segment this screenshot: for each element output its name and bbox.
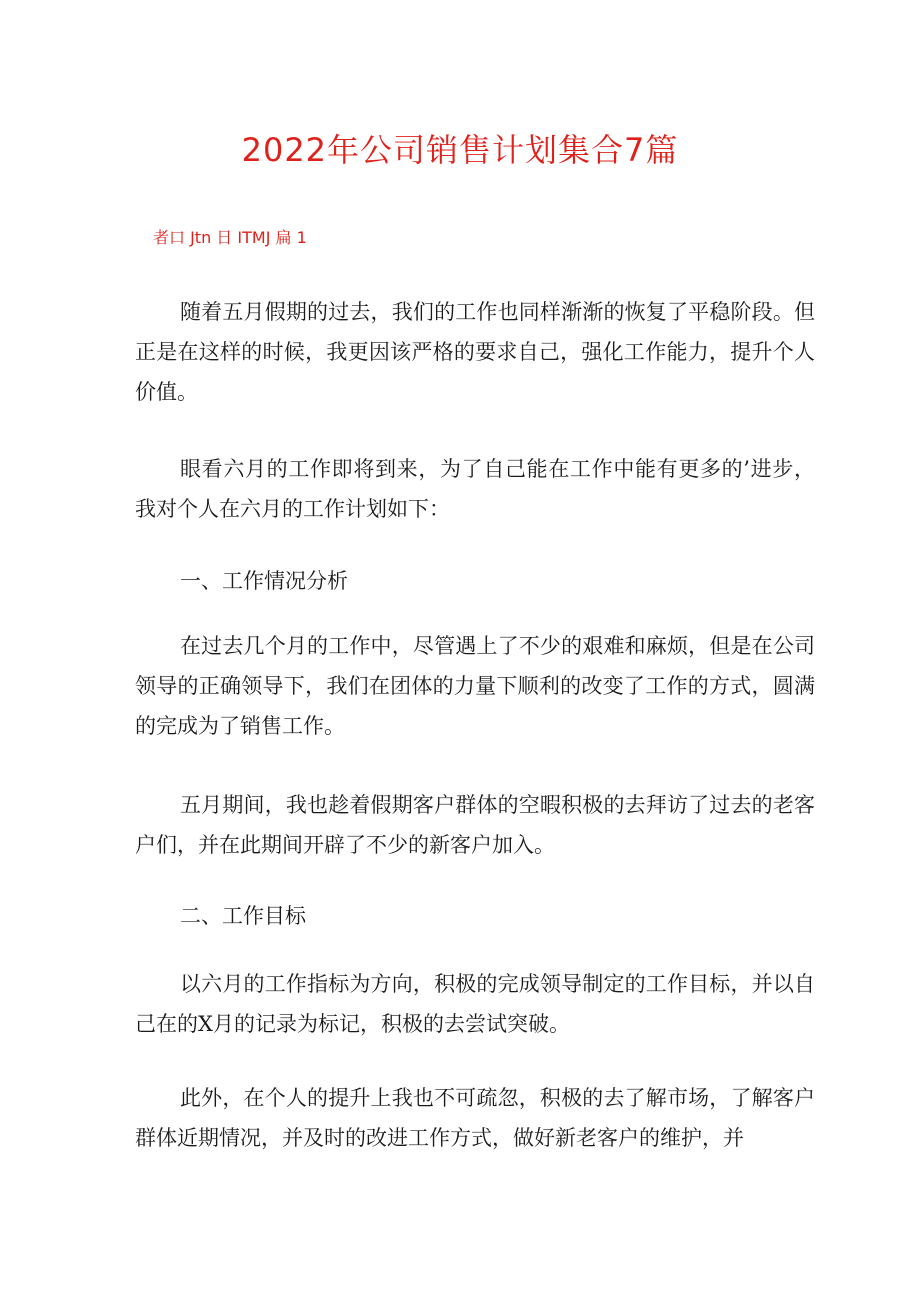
paragraph-1: 随着五月假期的过去，我们的工作也同样渐渐的恢复了平稳阶段。但正是在这样的时候，我更因该严格的要求自己，强化工作能力，提升个人价值。 <box>135 300 815 404</box>
section-subtitle: 者口 Jtn 日 ITMJ 扁 1 <box>153 228 307 247</box>
paragraph-5: 以六月的工作指标为方向，积极的完成领导制定的工作目标，并以自己在的X月的记录为标记，积极的去尝试突破。 <box>135 972 815 1036</box>
paragraph-3: 在过去几个月的工作中，尽管遇上了不少的艰难和麻烦，但是在公司领导的正确领导下，我们在团体的力量下顺利的改变了工作的方式，圆满的完成为了销售工作。 <box>135 634 815 738</box>
paragraph-4: 五月期间，我也趁着假期客户群体的空暇积极的去拜访了过去的老客户们，并在此期间开辟了不少的新客户加入。 <box>135 793 815 857</box>
heading-work-analysis: 一、工作情况分析 <box>180 569 348 593</box>
paragraph-6: 此外，在个人的提升上我也不可疏忽，积极的去了解市场，了解客户群体近期情况，并及时的改进工作方式，做好新老客户的维护，并 <box>135 1086 815 1150</box>
document-title: 2022年公司销售计划集合7篇 <box>241 131 679 169</box>
paragraph-2: 眼看六月的工作即将到来，为了自己能在工作中能有更多的’进步，我对个人在六月的工作计划如下： <box>135 457 815 521</box>
heading-work-goals: 二、工作目标 <box>180 904 306 928</box>
